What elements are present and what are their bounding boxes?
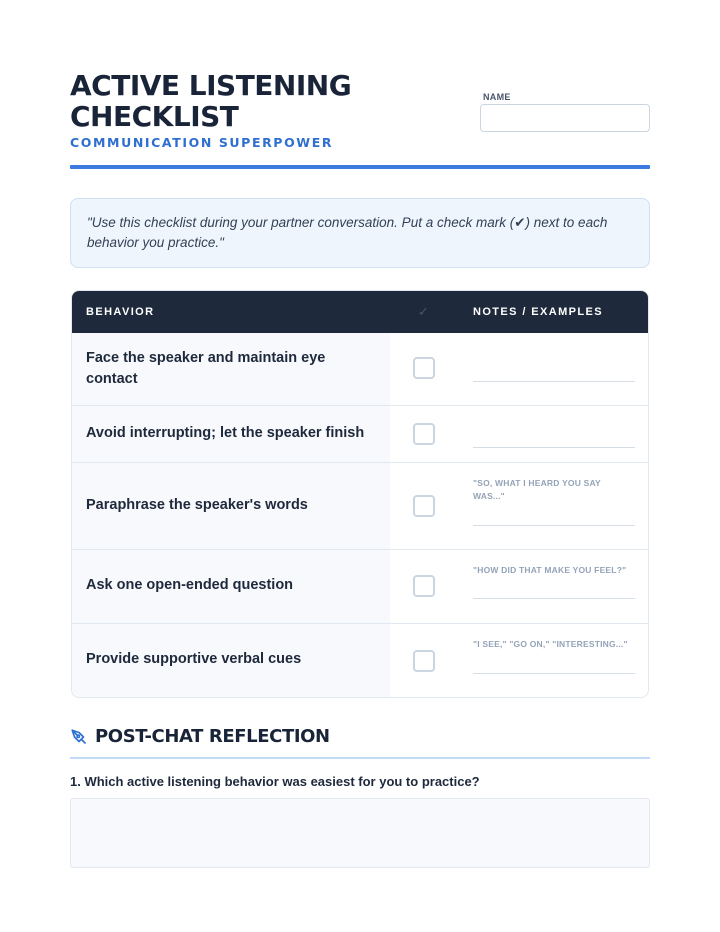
page-title <box>70 70 370 132</box>
table-row <box>72 623 648 698</box>
header-divider <box>70 165 650 169</box>
notes-line[interactable] <box>473 447 635 448</box>
notes-line[interactable] <box>473 673 635 674</box>
notes-line[interactable] <box>473 598 635 599</box>
checkbox[interactable] <box>413 357 435 379</box>
title-line-1: ACTIVE LISTENING <box>70 69 352 102</box>
checkbox[interactable] <box>413 495 435 517</box>
checkbox[interactable] <box>413 423 435 445</box>
notes-line[interactable] <box>473 381 635 382</box>
column-header-check-icon: ✓ <box>418 304 429 319</box>
notes-line[interactable] <box>473 525 635 526</box>
name-label: NAME <box>483 92 511 102</box>
behavior-text: Avoid interrupting; let the speaker finish <box>86 425 365 441</box>
notes-example: "SO, WHAT I HEARD YOU SAY WAS..." <box>473 478 601 501</box>
table-row <box>72 405 648 462</box>
notes-example: "HOW DID THAT MAKE YOU FEEL?" <box>473 565 627 575</box>
page-subtitle: COMMUNICATION SUPERPOWER <box>70 135 334 150</box>
checkbox[interactable] <box>413 650 435 672</box>
behavior-text: Face the speaker and maintain eye contact <box>86 350 326 387</box>
notes-example: "I SEE," "GO ON," "INTERESTING..." <box>473 639 628 649</box>
behavior-text: Provide supportive verbal cues <box>86 651 302 667</box>
behavior-text: Paraphrase the speaker's words <box>86 497 308 513</box>
reflection-answer-field[interactable] <box>70 798 650 868</box>
column-header-notes: NOTES / EXAMPLES <box>473 306 603 318</box>
checkbox[interactable] <box>413 575 435 597</box>
reflection-divider <box>70 757 650 759</box>
checklist-table <box>71 290 649 698</box>
reflection-question: 1. Which active listening behavior was easiest for you to practice? <box>70 774 480 789</box>
instruction-note: "Use this checklist during your partner conversation. Put a check mark (✔) next to each behavior you practice." <box>70 198 650 268</box>
pen-icon <box>70 728 88 746</box>
title-line-2: CHECKLIST <box>70 100 239 133</box>
name-field[interactable] <box>480 104 650 132</box>
table-row <box>72 462 648 549</box>
column-header-behavior: BEHAVIOR <box>86 306 155 318</box>
reflection-header <box>70 724 650 754</box>
table-row <box>72 549 648 623</box>
table-header <box>72 291 648 333</box>
table-row <box>72 333 648 405</box>
reflection-title: POST-CHAT REFLECTION <box>95 726 330 747</box>
behavior-text: Ask one open-ended question <box>86 577 294 593</box>
